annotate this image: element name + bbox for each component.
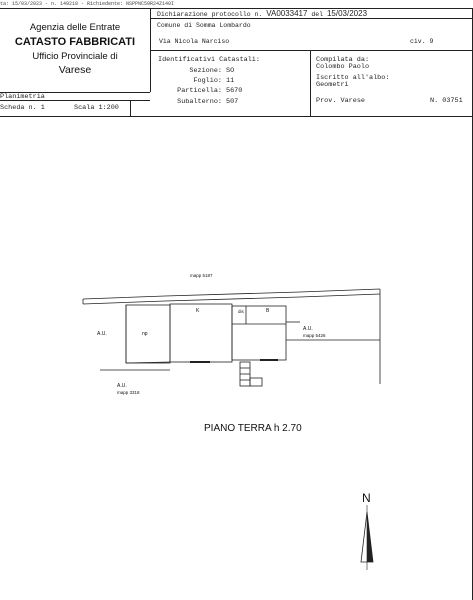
- subalterno-label: Subalterno:: [177, 98, 222, 106]
- plan-label-kitchen: K: [196, 308, 200, 314]
- albo-label: Iscritto all'albo:: [316, 74, 390, 82]
- agency-name: Agenzia delle Entrate: [29, 22, 121, 33]
- room-b: [232, 306, 286, 360]
- compiler-label: Compilata da:: [316, 56, 370, 64]
- request-stamp: ta: 15/03/2023 - n. 149218 - Richiedente: NSPPNC59R24Z140I: [0, 1, 175, 7]
- scale-label: Scala 1:200: [74, 104, 119, 112]
- sezione-value: SO: [226, 67, 235, 75]
- office-city: Varese: [58, 64, 92, 76]
- plan-label-dis: dis: [238, 309, 244, 314]
- albo-value: Geometri: [316, 81, 349, 89]
- declaration-date-label: del: [311, 11, 324, 18]
- plan-label-au-left: A.U.: [97, 331, 107, 337]
- registration-value: 03751: [442, 97, 463, 105]
- room-np: [126, 305, 170, 363]
- declaration-number: VA0033417: [266, 9, 308, 18]
- plan-label-b: B: [266, 308, 270, 314]
- registration-label: N.: [430, 97, 439, 105]
- plan-label-au-right: A.U.: [303, 326, 313, 332]
- office-label: Ufficio Provinciale di: [32, 51, 118, 62]
- civic-value: 9: [429, 38, 434, 45]
- subalterno-value: 507: [226, 98, 239, 106]
- plan-label-mapp-right: mapp 5426: [303, 333, 326, 338]
- north-label: N: [362, 491, 371, 505]
- compiler-name: Colombo Paolo: [316, 63, 370, 71]
- planimetria-label: Planimetria: [0, 93, 45, 101]
- plan-label-mapp-bottom: mapp 3318: [117, 390, 140, 395]
- room-kitchen: [170, 304, 232, 362]
- declaration-label: Dichiarazione protocollo n.: [157, 11, 263, 18]
- stair-landing: [250, 378, 262, 386]
- declaration-date: 15/03/2023: [326, 9, 368, 18]
- plan-label-mapp-top: mapp 5187: [190, 273, 213, 278]
- north-arrow: [361, 505, 373, 570]
- street-label: Via Nicola Narciso: [159, 38, 230, 45]
- floor-label: PIANO TERRA h 2.70: [204, 423, 302, 434]
- plan-label-np: np: [142, 331, 148, 337]
- plan-label-au-bottom: A.U.: [117, 383, 127, 389]
- plan-north-edge: [83, 289, 380, 299]
- comune-label: Comune di Somma Lombardo: [157, 22, 251, 29]
- foglio-label: Foglio:: [193, 77, 222, 85]
- particella-value: 5670: [226, 87, 243, 95]
- catasto-title: CATASTO FABBRICATI: [14, 36, 136, 48]
- province-value: Varese: [340, 97, 365, 105]
- civic-label: civ.: [410, 38, 426, 45]
- particella-label: Particella:: [177, 87, 222, 95]
- plan-north-edge-inner: [83, 294, 380, 304]
- sezione-label: Sezione:: [189, 67, 222, 75]
- scheda-label: Scheda n. 1: [0, 104, 45, 112]
- province-label: Prov.: [316, 97, 337, 105]
- ident-title: Identificativi Catastali:: [158, 56, 260, 64]
- foglio-value: 11: [226, 77, 235, 85]
